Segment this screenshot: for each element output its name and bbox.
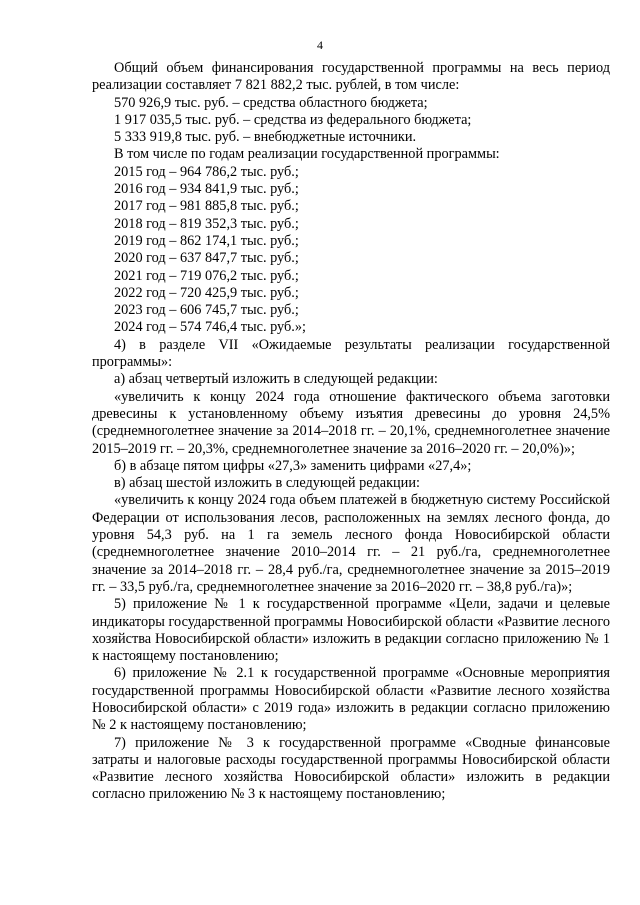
document-body xyxy=(92,60,610,804)
paragraph: 2017 год – 981 885,8 тыс. руб.; xyxy=(114,198,299,215)
paragraph: 2023 год – 606 745,7 тыс. руб.; xyxy=(114,302,299,319)
paragraph: 2015 год – 964 786,2 тыс. руб.; xyxy=(114,163,299,180)
paragraph: 4) в разделе VII «Ожидаемые результаты реализации государственной программы»: xyxy=(92,336,610,371)
paragraph: В том числе по годам реализации государственной программы: xyxy=(114,146,500,163)
paragraph: 1 917 035,5 тыс. руб. – средства из федерального бюджета; xyxy=(114,111,472,128)
paragraph: в) абзац шестой изложить в следующей редакции: xyxy=(114,475,420,492)
paragraph: 2024 год – 574 746,4 тыс. руб.»; xyxy=(114,319,306,336)
paragraph: 2018 год – 819 352,3 тыс. руб.; xyxy=(114,215,299,232)
paragraph: «увеличить к концу 2024 года объем платежей в бюджетную систему Российской Федерации от использования лесов, расположенных на землях лесного фонда, до уровня 54,3 руб. на 1 га земель лесного фонда Новосибирской области (среднемноголетнее значение 2010–2014 гг. – 21 руб./га, среднемноголетнее значение за 2014–2018 гг. – 28,4 руб./га, среднемноголетнее значение за 2015–2019 гг. – 33,5 руб./га, среднемноголетнее значение за 2016–2020 гг. – 38,8 руб./га)»; xyxy=(92,492,610,595)
paragraph: 2016 год – 934 841,9 тыс. руб.; xyxy=(114,181,299,198)
paragraph: б) в абзаце пятом цифры «27,3» заменить цифрами «27,4»; xyxy=(114,457,472,474)
paragraph: 5 333 919,8 тыс. руб. – внебюджетные источники. xyxy=(114,129,417,146)
paragraph: 2020 год – 637 847,7 тыс. руб.; xyxy=(114,250,299,267)
paragraph: 570 926,9 тыс. руб. – средства областного бюджета; xyxy=(114,94,428,111)
page-number: 4 xyxy=(317,38,323,52)
paragraph: 5) приложение № 1 к государственной программе «Цели, задачи и целевые индикаторы государственной программы Новосибирской области «Развитие лесного хозяйства Новосибирской области» изложить в редакции согласно приложению № 1 к настоящему постановлению; xyxy=(92,596,610,665)
paragraph: Общий объем финансирования государственной программы на весь период реализации составляет 7 821 882,2 тыс. рублей, в том числе: xyxy=(92,60,610,94)
paragraph: 6) приложение № 2.1 к государственной программе «Основные мероприятия государственной программы Новосибирской области «Развитие лесного хозяйства Новосибирской области» с 2019 года» изложить в редакции согласно приложению № 2 к настоящему постановлению; xyxy=(92,665,610,734)
paragraph: «увеличить к концу 2024 года отношение фактического объема заготовки древесины к установленному объему изъятия древесины до уровня 24,5% (среднемноголетнее значение за 2014–2018 гг. – 20,1%, среднемноголетнее значение 2015–2019 гг. – 20,3%, среднемноголетнее значение за 2016–2020 гг. – 20,0%)»; xyxy=(92,388,610,457)
paragraph: 7) приложение № 3 к государственной программе «Сводные финансовые затраты и налоговые расходы государственной программы Новосибирской области «Развитие лесного хозяйства Новосибирской области» изложить в редакции согласно приложению № 3 к настоящему постановлению; xyxy=(92,734,610,803)
paragraph: 2021 год – 719 076,2 тыс. руб.; xyxy=(114,267,299,284)
paragraph: 2022 год – 720 425,9 тыс. руб.; xyxy=(114,284,299,301)
paragraph: 2019 год – 862 174,1 тыс. руб.; xyxy=(114,232,299,249)
paragraph: а) абзац четвертый изложить в следующей редакции: xyxy=(114,371,438,388)
